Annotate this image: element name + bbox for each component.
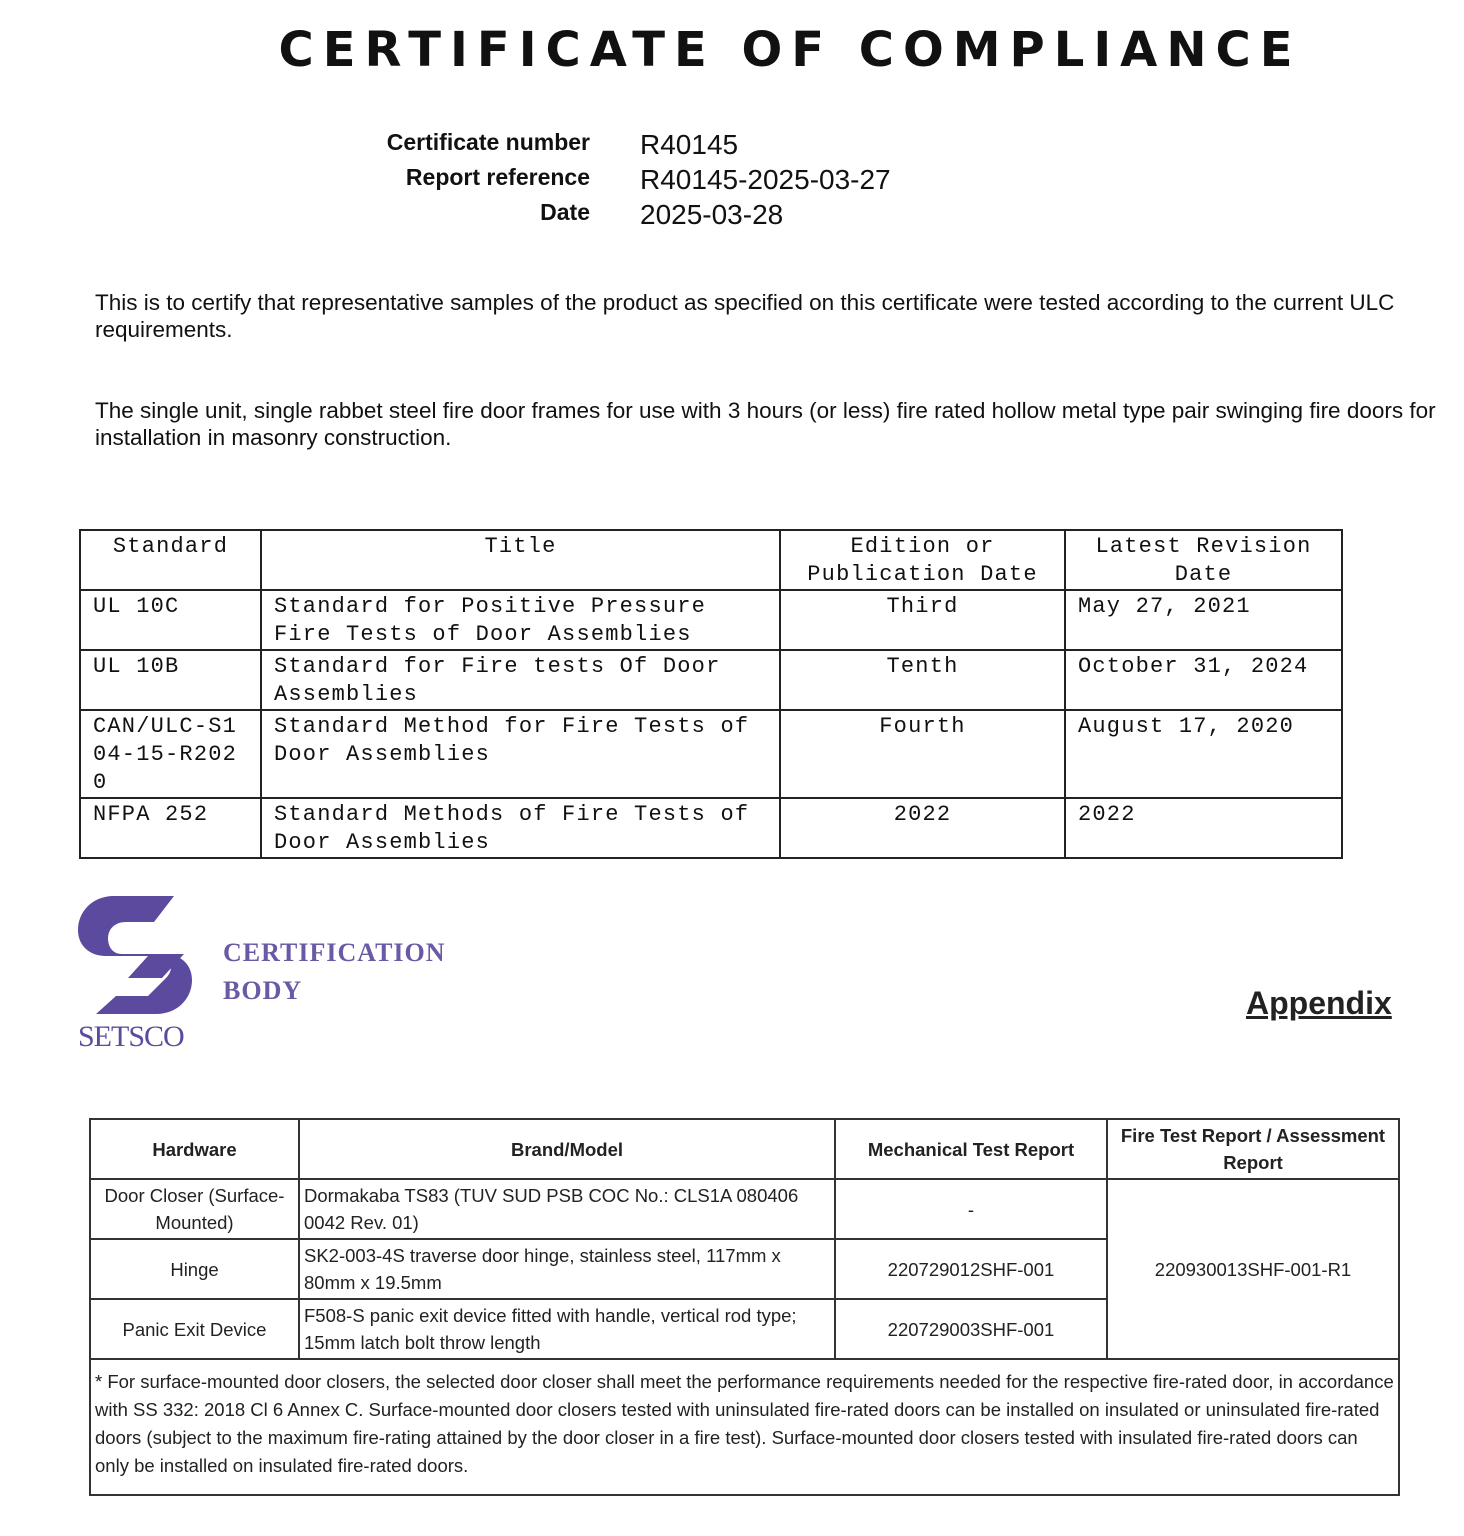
brand-model-cell: F508-S panic exit device fitted with handle, vertical rod type; 15mm latch bolt throw length: [299, 1299, 835, 1359]
brand-model-cell: SK2-003-4S traverse door hinge, stainless steel, 117mm x 80mm x 19.5mm: [299, 1239, 835, 1299]
table-row: [80, 650, 1342, 710]
report-reference-label: Report reference: [405, 164, 590, 190]
standards-header-row: [80, 530, 1342, 590]
title-cell: Standard Methods of Fire Tests of Door Assemblies: [261, 798, 780, 858]
note-row: [90, 1359, 1399, 1495]
table-row: [80, 710, 1342, 798]
standard-cell: NFPA 252: [80, 798, 261, 858]
hardware-cell: Panic Exit Device: [90, 1299, 299, 1359]
title-cell: Standard for Fire tests Of Door Assemblies: [261, 650, 780, 710]
header-brand-model: Brand/Model: [299, 1119, 835, 1179]
standards-table: [79, 529, 1343, 859]
standard-cell: CAN/ULC-S104-15-R2020: [80, 710, 261, 798]
product-paragraph: The single unit, single rabbet steel fire door frames for use with 3 hours (or less) fire rated hollow metal type pair swinging fire doors for installation in masonry construction.: [95, 398, 1436, 450]
setsco-logo-icon: [70, 890, 200, 1020]
appendix-header-row: [90, 1119, 1399, 1179]
appendix-table: [89, 1118, 1400, 1496]
appendix-note: * For surface-mounted door closers, the selected door closer shall meet the performance requirements needed for the respective fire-rated door, in accordance with SS 332: 2018 Cl 6 Annex C. Surface-mounted door closers tested with uninsulated fire-rated doors can be installed on insulated or uninsulated fire-rated doors (subject to the maximum fire-rating attained by the door closer in a fire test). Surface-mounted door closers tested with insulated fire-rated doors can only be installed on insulated fire-rated doors.: [90, 1359, 1399, 1495]
standard-cell: UL 10C: [80, 590, 261, 650]
date-label: Date: [540, 199, 590, 225]
header-hardware: Hardware: [90, 1119, 299, 1179]
table-row: [80, 590, 1342, 650]
revision-cell: October 31, 2024: [1065, 650, 1342, 710]
certificate-title: CERTIFICATE OF COMPLIANCE: [278, 22, 1302, 78]
header-mechanical-report: Mechanical Test Report: [835, 1119, 1107, 1179]
edition-cell: Third: [780, 590, 1065, 650]
header-edition: Edition or Publication Date: [780, 530, 1065, 590]
certification-line: CERTIFICATION: [223, 938, 446, 967]
header-title: Title: [261, 530, 780, 590]
report-reference-value: R40145-2025-03-27: [640, 164, 891, 195]
fire-report-cell: 220930013SHF-001-R1: [1107, 1179, 1399, 1359]
header-revision: Latest Revision Date: [1065, 530, 1342, 590]
certificate-number-label: Certificate number: [386, 129, 590, 155]
date-value: 2025-03-28: [640, 199, 784, 230]
header-fire-report: Fire Test Report / Assessment Report: [1107, 1119, 1399, 1179]
edition-cell: 2022: [780, 798, 1065, 858]
certificate-meta: [0, 125, 1000, 230]
hardware-cell: Door Closer (Surface-Mounted): [90, 1179, 299, 1239]
table-row: [90, 1179, 1399, 1239]
revision-cell: May 27, 2021: [1065, 590, 1342, 650]
certificate-number-row: [0, 125, 1000, 160]
revision-cell: August 17, 2020: [1065, 710, 1342, 798]
certification-body-label: [223, 934, 446, 1010]
certify-paragraph: This is to certify that representative samples of the product as specified on this certificate were tested according to the current ULC requirements.: [95, 290, 1395, 342]
title-cell: Standard Method for Fire Tests of Door Assemblies: [261, 710, 780, 798]
table-row: [80, 798, 1342, 858]
title-cell: Standard for Positive Pressure Fire Tests of Door Assemblies: [261, 590, 780, 650]
certificate-number-value: R40145: [640, 129, 739, 160]
report-reference-row: [0, 160, 1000, 195]
mechanical-report-cell: -: [835, 1179, 1107, 1239]
date-row: [0, 195, 1000, 230]
edition-cell: Fourth: [780, 710, 1065, 798]
brand-model-cell: Dormakaba TS83 (TUV SUD PSB COC No.: CLS1A 080406 0042 Rev. 01): [299, 1179, 835, 1239]
revision-cell: 2022: [1065, 798, 1342, 858]
setsco-wordmark: SETSCO: [78, 1020, 184, 1053]
mechanical-report-cell: 220729003SHF-001: [835, 1299, 1107, 1359]
hardware-cell: Hinge: [90, 1239, 299, 1299]
edition-cell: Tenth: [780, 650, 1065, 710]
header-standard: Standard: [80, 530, 261, 590]
standard-cell: UL 10B: [80, 650, 261, 710]
mechanical-report-cell: 220729012SHF-001: [835, 1239, 1107, 1299]
appendix-heading: Appendix: [1246, 985, 1392, 1021]
body-line: BODY: [223, 976, 303, 1005]
